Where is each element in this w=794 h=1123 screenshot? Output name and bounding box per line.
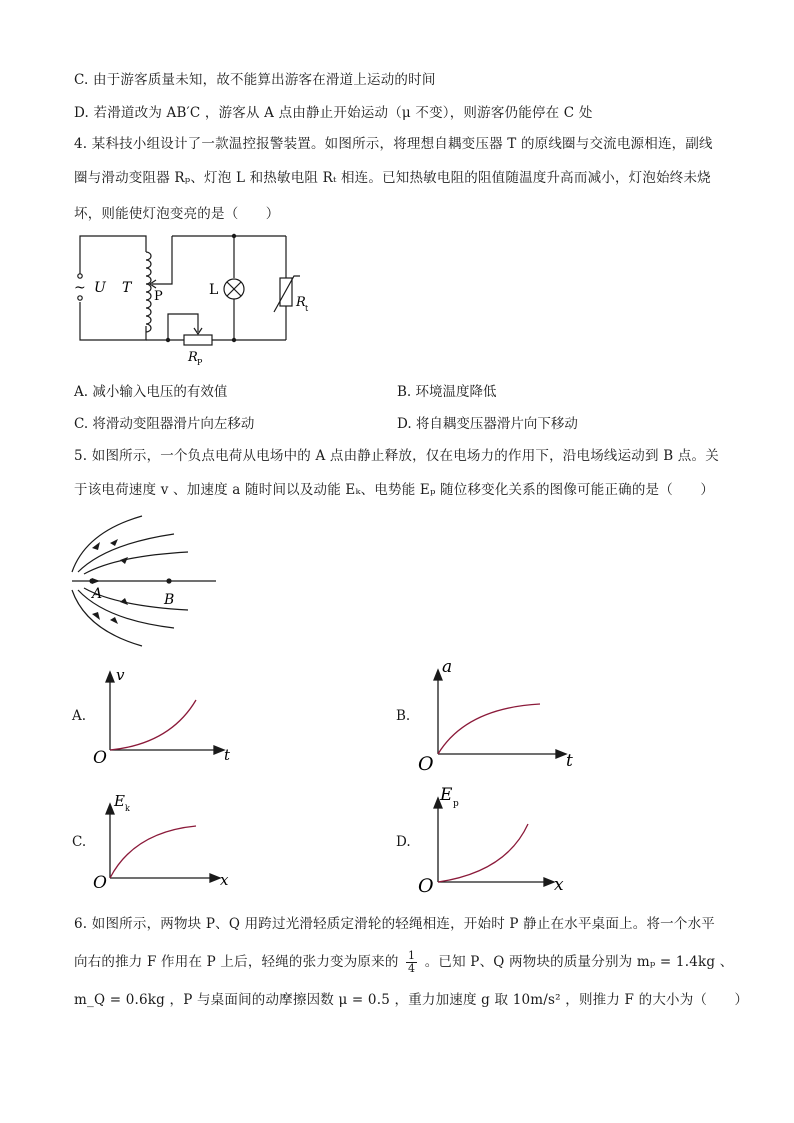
q4-option-c: C. 将滑动变阻器滑片向左移动 bbox=[74, 416, 255, 432]
graph-option-a bbox=[90, 662, 240, 772]
graph-option-a-label: A. bbox=[72, 708, 87, 724]
q4-option-a: A. 减小输入电压的有效值 bbox=[74, 384, 228, 400]
label-Rp-sub: P bbox=[197, 358, 203, 367]
graph-a-origin: O bbox=[93, 748, 107, 768]
graph-a-x-label: t bbox=[224, 746, 231, 764]
graph-option-d-label: D. bbox=[396, 834, 411, 850]
label-P: P bbox=[154, 289, 163, 304]
q4-option-d: D. 将自耦变压器滑片向下移动 bbox=[397, 416, 578, 432]
graph-c-x-label: x bbox=[220, 871, 229, 889]
graph-d-origin: O bbox=[418, 875, 434, 896]
label-Rt: R bbox=[296, 295, 306, 310]
q6-stem-line1: 6. 如图所示，两物块 P、Q 用跨过光滑轻质定滑轮的轻绳相连，开始时 P 静止在水平桌面上。将一个水平 bbox=[74, 916, 715, 932]
fraction bbox=[406, 950, 417, 975]
graph-b-x-label: t bbox=[566, 751, 573, 771]
graph-d-y-sub: p bbox=[453, 799, 459, 809]
fraction-denominator: 4 bbox=[408, 962, 416, 975]
q4-stem-line3: 坏，则能使灯泡变亮的是（ ） bbox=[74, 206, 280, 222]
point-B-label: B bbox=[164, 592, 175, 608]
q4-option-b: B. 环境温度降低 bbox=[397, 384, 497, 400]
graph-a-y-label: v bbox=[116, 666, 125, 684]
label-Rt-sub: t bbox=[305, 304, 309, 313]
fraction-numerator: 1 bbox=[408, 949, 416, 962]
q6-stem-line3: m_Q = 0.6kg ，P 与桌面间的动摩擦因数 μ = 0.5 ，重力加速度 g 取 10m/s² ，则推力 F 的大小为（ ） bbox=[74, 992, 749, 1008]
q3-option-d: D. 若滑道改为 AB′C ，游客从 A 点由静止开始运动（μ 不变），则游客仍能停在 C 处 bbox=[74, 105, 593, 121]
q6-line2-end: 。已知 P、Q 两物块的质量分别为 mₚ = 1.4kg 、 bbox=[424, 954, 734, 970]
graph-d-x-label: x bbox=[554, 875, 564, 895]
electric-field-diagram bbox=[66, 512, 226, 652]
ac-symbol: ~ bbox=[74, 280, 86, 296]
label-U: U bbox=[94, 280, 106, 296]
label-T: T bbox=[122, 280, 132, 296]
label-L: L bbox=[209, 282, 219, 298]
point-A-label: A bbox=[92, 586, 103, 602]
graph-option-b-label: B. bbox=[396, 708, 411, 724]
graph-option-c bbox=[90, 788, 240, 894]
q6-stem-line2 bbox=[74, 950, 733, 975]
graph-option-c-label: C. bbox=[72, 834, 87, 850]
q6-line2-start: 向右的推力 F 作用在 P 上后，轻绳的张力变为原来的 bbox=[74, 954, 399, 970]
q4-stem-line2: 圈与滑动变阻器 Rₚ、灯泡 L 和热敏电阻 Rₜ 相连。已知热敏电阻的阻值随温度升高而减小，灯泡始终未烧 bbox=[74, 170, 711, 186]
q4-stem-line1: 4. 某科技小组设计了一款温控报警装置。如图所示，将理想自耦变压器 T 的原线圈与交流电源相连，副线 bbox=[74, 136, 713, 152]
graph-c-origin: O bbox=[93, 873, 107, 893]
graph-b-origin: O bbox=[418, 753, 434, 775]
graph-c-y-label: E bbox=[114, 792, 125, 810]
graph-b-y-label: a bbox=[442, 657, 453, 677]
circuit-diagram bbox=[66, 228, 326, 370]
graph-option-d bbox=[416, 782, 576, 896]
label-Rp: R bbox=[188, 350, 198, 365]
graph-c-y-sub: k bbox=[125, 804, 130, 813]
q5-stem-line1: 5. 如图所示，一个负点电荷从电场中的 A 点由静止释放，仅在电场力的作用下，沿电场线运动到 B 点。关 bbox=[74, 448, 719, 464]
q5-stem-line2: 于该电荷速度 v 、加速度 a 随时间以及动能 Eₖ、电势能 Eₚ 随位移变化关系的图像可能正确的是（ ） bbox=[74, 482, 715, 498]
q3-option-c: C. 由于游客质量未知，故不能算出游客在滑道上运动的时间 bbox=[74, 72, 436, 88]
graph-option-b bbox=[416, 654, 586, 776]
graph-d-y-label: E bbox=[440, 785, 453, 805]
